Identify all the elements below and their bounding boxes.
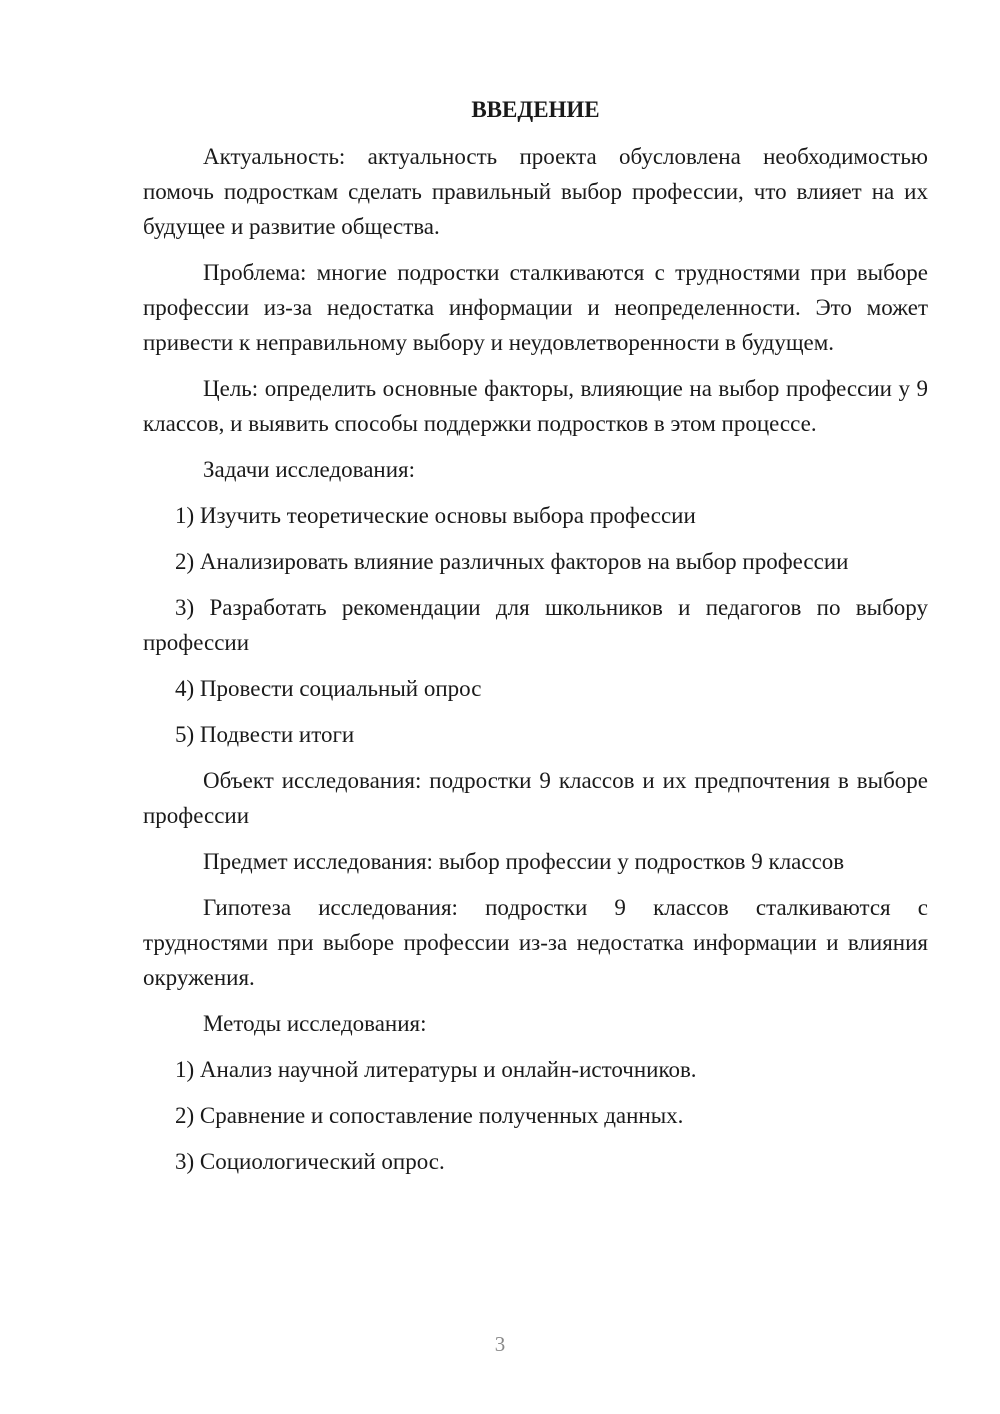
- methods-heading: Методы исследования:: [203, 1011, 427, 1036]
- task-item: 1) Изучить теоретические основы выбора профессии: [175, 503, 696, 528]
- task-item: 4) Провести социальный опрос: [175, 676, 482, 701]
- object-paragraph: Объект исследования: подростки 9 классов и их предпочтения в выборе профессии: [143, 768, 928, 828]
- task-item: 3) Разработать рекомендации для школьников и педагогов по выбору профессии: [143, 595, 928, 655]
- hypothesis-paragraph: Гипотеза исследования: подростки 9 классов сталкиваются с трудностями при выборе профессии из-за недостатка информации и влияния окружения.: [143, 895, 928, 990]
- section-title: ВВЕДЕНИЕ: [471, 97, 600, 122]
- problem-paragraph: Проблема: многие подростки сталкиваются с трудностями при выборе профессии из-за недостатка информации и неопределенности. Это может привести к неправильному выбору и неудовлетворенности в будущем.: [143, 260, 928, 355]
- task-item: 2) Анализировать влияние различных факторов на выбор профессии: [175, 549, 849, 574]
- page-number: 3: [494, 1332, 506, 1356]
- tasks-heading: Задачи исследования:: [203, 457, 416, 482]
- subject-paragraph: Предмет исследования: выбор профессии у подростков 9 классов: [203, 849, 845, 874]
- document-page: [143, 92, 928, 1190]
- goal-paragraph: Цель: определить основные факторы, влияющие на выбор профессии у 9 классов, и выявить способы поддержки подростков в этом процессе.: [143, 376, 928, 436]
- task-item: 5) Подвести итоги: [175, 722, 355, 747]
- relevance-paragraph: Актуальность: актуальность проекта обусловлена необходимостью помочь подросткам сделать правильный выбор профессии, что влияет на их будущее и развитие общества.: [143, 144, 928, 239]
- method-item: 3) Социологический опрос.: [175, 1149, 445, 1174]
- method-item: 1) Анализ научной литературы и онлайн-источников.: [175, 1057, 697, 1082]
- method-item: 2) Сравнение и сопоставление полученных данных.: [175, 1103, 684, 1128]
